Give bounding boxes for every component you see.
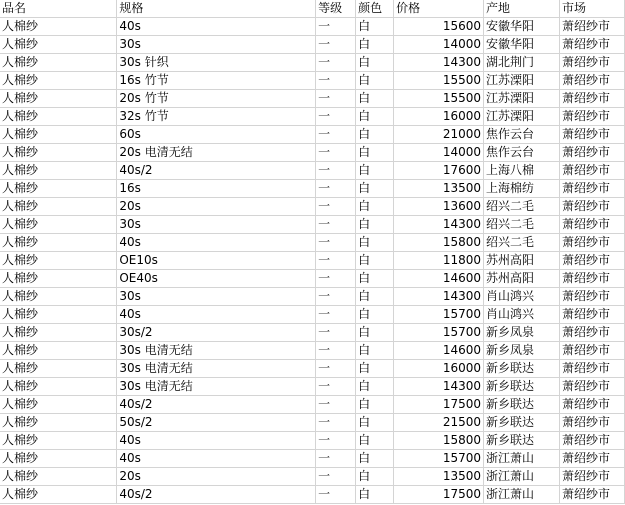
table-row [0,216,625,234]
cell-origin[interactable]: 苏州高阳 [484,252,560,270]
cell-name[interactable]: 人棉纱 [0,36,117,54]
cell-origin[interactable]: 浙江萧山 [484,450,560,468]
cell-name[interactable]: 人棉纱 [0,252,117,270]
table-row [0,180,625,198]
table-row [0,414,625,432]
header-grade[interactable]: 等级 [316,0,356,18]
cell-spec[interactable]: 40s/2 [117,396,316,414]
cell-color[interactable]: 白 [356,378,394,396]
cell-grade[interactable]: 一 [316,486,356,504]
cell-spec[interactable]: 20s 竹节 [117,90,316,108]
cell-grade[interactable]: 一 [316,216,356,234]
cell-origin[interactable]: 绍兴二毛 [484,216,560,234]
cell-grade[interactable]: 一 [316,234,356,252]
table-row [0,270,625,288]
cell-name[interactable]: 人棉纱 [0,90,117,108]
cell-origin[interactable]: 江苏溧阳 [484,108,560,126]
header-origin[interactable]: 产地 [484,0,560,18]
cell-spec[interactable]: 40s [117,432,316,450]
cell-spec[interactable]: 30s 电清无结 [117,342,316,360]
cell-color[interactable]: 白 [356,432,394,450]
cell-origin[interactable]: 浙江萧山 [484,468,560,486]
table-row [0,486,625,504]
cell-origin[interactable]: 新乡联达 [484,360,560,378]
table-row [0,126,625,144]
cell-price[interactable]: 15800 [394,432,484,450]
cell-color[interactable]: 白 [356,288,394,306]
cell-market[interactable]: 萧绍纱市 [559,360,624,378]
cell-grade[interactable]: 一 [316,306,356,324]
cell-market[interactable]: 萧绍纱市 [559,324,624,342]
table-row [0,360,625,378]
table-row [0,306,625,324]
cell-color[interactable]: 白 [356,342,394,360]
header-spec[interactable]: 规格 [117,0,316,18]
cell-price[interactable]: 15500 [394,72,484,90]
table-row [0,198,625,216]
cell-grade[interactable]: 一 [316,144,356,162]
cell-spec[interactable]: 40s [117,450,316,468]
cell-market[interactable]: 萧绍纱市 [559,414,624,432]
cell-grade[interactable]: 一 [316,324,356,342]
cell-color[interactable]: 白 [356,90,394,108]
table-row [0,288,625,306]
header-price[interactable]: 价格 [394,0,484,18]
cell-name[interactable]: 人棉纱 [0,432,117,450]
cell-name[interactable]: 人棉纱 [0,306,117,324]
cell-price[interactable]: 11800 [394,252,484,270]
cell-market[interactable]: 萧绍纱市 [559,378,624,396]
cell-spec[interactable]: 40s/2 [117,486,316,504]
cell-origin[interactable]: 焦作云台 [484,144,560,162]
cell-grade[interactable]: 一 [316,180,356,198]
cell-market[interactable]: 萧绍纱市 [559,216,624,234]
header-color[interactable]: 颜色 [356,0,394,18]
cell-origin[interactable]: 浙江萧山 [484,486,560,504]
cell-market[interactable]: 萧绍纱市 [559,180,624,198]
cell-grade[interactable]: 一 [316,126,356,144]
cell-color[interactable]: 白 [356,72,394,90]
cell-grade[interactable]: 一 [316,36,356,54]
cell-origin[interactable]: 肖山鸿兴 [484,288,560,306]
cell-color[interactable]: 白 [356,396,394,414]
cell-name[interactable]: 人棉纱 [0,180,117,198]
cell-color[interactable]: 白 [356,360,394,378]
cell-price[interactable]: 15500 [394,90,484,108]
cell-name[interactable]: 人棉纱 [0,486,117,504]
cell-spec[interactable]: 40s [117,234,316,252]
table-row [0,342,625,360]
table-row [0,18,625,36]
cell-spec[interactable]: 32s 竹节 [117,108,316,126]
cell-spec[interactable]: 40s [117,306,316,324]
cell-color[interactable]: 白 [356,252,394,270]
cell-name[interactable]: 人棉纱 [0,342,117,360]
cell-price[interactable]: 17600 [394,162,484,180]
header-name[interactable]: 品名 [0,0,117,18]
cell-spec[interactable]: 30s [117,216,316,234]
cell-origin[interactable]: 新乡联达 [484,396,560,414]
cell-name[interactable]: 人棉纱 [0,162,117,180]
cell-color[interactable]: 白 [356,180,394,198]
table-row [0,324,625,342]
cell-origin[interactable]: 肖山鸿兴 [484,306,560,324]
table-row [0,252,625,270]
cell-market[interactable]: 萧绍纱市 [559,234,624,252]
cell-price[interactable]: 15700 [394,306,484,324]
cell-name[interactable]: 人棉纱 [0,234,117,252]
cell-color[interactable]: 白 [356,414,394,432]
cell-market[interactable]: 萧绍纱市 [559,486,624,504]
cell-name[interactable]: 人棉纱 [0,396,117,414]
cell-color[interactable]: 白 [356,144,394,162]
cell-spec[interactable]: 40s/2 [117,162,316,180]
cell-color[interactable]: 白 [356,162,394,180]
cell-color[interactable]: 白 [356,270,394,288]
cell-price[interactable]: 14300 [394,216,484,234]
cell-name[interactable]: 人棉纱 [0,450,117,468]
cell-color[interactable]: 白 [356,198,394,216]
cell-name[interactable]: 人棉纱 [0,72,117,90]
cell-color[interactable]: 白 [356,306,394,324]
cell-name[interactable]: 人棉纱 [0,18,117,36]
cell-price[interactable]: 14300 [394,378,484,396]
cell-name[interactable]: 人棉纱 [0,198,117,216]
cell-origin[interactable]: 绍兴二毛 [484,198,560,216]
cell-origin[interactable]: 湖北荆门 [484,54,560,72]
cell-market[interactable]: 萧绍纱市 [559,18,624,36]
cell-name[interactable]: 人棉纱 [0,216,117,234]
cell-price[interactable]: 17500 [394,396,484,414]
cell-price[interactable]: 15600 [394,18,484,36]
cell-price[interactable]: 14300 [394,288,484,306]
table-row [0,234,625,252]
cell-origin[interactable]: 江苏溧阳 [484,72,560,90]
cell-grade[interactable]: 一 [316,288,356,306]
cell-grade[interactable]: 一 [316,468,356,486]
cell-market[interactable]: 萧绍纱市 [559,288,624,306]
cell-spec[interactable]: OE40s [117,270,316,288]
cell-color[interactable]: 白 [356,486,394,504]
cell-price[interactable]: 13500 [394,468,484,486]
cell-spec[interactable]: 30s 针织 [117,54,316,72]
cell-name[interactable]: 人棉纱 [0,324,117,342]
cell-name[interactable]: 人棉纱 [0,108,117,126]
cell-color[interactable]: 白 [356,234,394,252]
cell-market[interactable]: 萧绍纱市 [559,270,624,288]
table-row [0,450,625,468]
cell-market[interactable]: 萧绍纱市 [559,162,624,180]
cell-spec[interactable]: 20s [117,468,316,486]
cell-origin[interactable]: 江苏溧阳 [484,90,560,108]
cell-price[interactable]: 14600 [394,270,484,288]
cell-price[interactable]: 15800 [394,234,484,252]
cell-spec[interactable]: 16s [117,180,316,198]
table-row [0,36,625,54]
cell-price[interactable]: 14000 [394,144,484,162]
table-body [0,18,625,504]
cell-market[interactable]: 萧绍纱市 [559,432,624,450]
cell-color[interactable]: 白 [356,126,394,144]
cell-market[interactable]: 萧绍纱市 [559,306,624,324]
cell-market[interactable]: 萧绍纱市 [559,54,624,72]
cell-grade[interactable]: 一 [316,90,356,108]
cell-origin[interactable]: 上海棉纺 [484,180,560,198]
cell-name[interactable]: 人棉纱 [0,144,117,162]
cell-spec[interactable]: 30s 电清无结 [117,378,316,396]
cell-grade[interactable]: 一 [316,450,356,468]
cell-name[interactable]: 人棉纱 [0,288,117,306]
cell-color[interactable]: 白 [356,468,394,486]
cell-market[interactable]: 萧绍纱市 [559,126,624,144]
cell-color[interactable]: 白 [356,324,394,342]
table-row [0,396,625,414]
cell-market[interactable]: 萧绍纱市 [559,144,624,162]
cell-price[interactable]: 21500 [394,414,484,432]
cell-market[interactable]: 萧绍纱市 [559,252,624,270]
cell-price[interactable]: 14300 [394,54,484,72]
table-row [0,468,625,486]
cell-spec[interactable]: 30s 电清无结 [117,360,316,378]
table-row [0,162,625,180]
cell-price[interactable]: 13500 [394,180,484,198]
cell-color[interactable]: 白 [356,216,394,234]
cell-market[interactable]: 萧绍纱市 [559,342,624,360]
cell-origin[interactable]: 新乡联达 [484,378,560,396]
cell-grade[interactable]: 一 [316,252,356,270]
cell-price[interactable]: 21000 [394,126,484,144]
cell-spec[interactable]: 40s [117,18,316,36]
cell-grade[interactable]: 一 [316,396,356,414]
cell-spec[interactable]: 60s [117,126,316,144]
table-row [0,144,625,162]
cell-grade[interactable]: 一 [316,198,356,216]
cell-spec[interactable]: 20s [117,198,316,216]
cell-price[interactable]: 16000 [394,360,484,378]
cell-name[interactable]: 人棉纱 [0,54,117,72]
cell-grade[interactable]: 一 [316,360,356,378]
cell-name[interactable]: 人棉纱 [0,270,117,288]
cell-origin[interactable]: 新乡联达 [484,414,560,432]
cell-price[interactable]: 15700 [394,324,484,342]
cell-origin[interactable]: 新乡联达 [484,432,560,450]
cell-name[interactable]: 人棉纱 [0,126,117,144]
cell-grade[interactable]: 一 [316,414,356,432]
cell-price[interactable]: 17500 [394,486,484,504]
cell-price[interactable]: 14000 [394,36,484,54]
cell-grade[interactable]: 一 [316,378,356,396]
cell-name[interactable]: 人棉纱 [0,378,117,396]
cell-market[interactable]: 萧绍纱市 [559,198,624,216]
cell-name[interactable]: 人棉纱 [0,468,117,486]
cell-origin[interactable]: 新乡凤泉 [484,342,560,360]
cell-market[interactable]: 萧绍纱市 [559,108,624,126]
cell-spec[interactable]: 50s/2 [117,414,316,432]
table-row [0,90,625,108]
cell-grade[interactable]: 一 [316,162,356,180]
table-row [0,378,625,396]
cell-grade[interactable]: 一 [316,72,356,90]
cell-origin[interactable]: 苏州高阳 [484,270,560,288]
cell-grade[interactable]: 一 [316,108,356,126]
cell-price[interactable]: 14600 [394,342,484,360]
cell-spec[interactable]: 30s/2 [117,324,316,342]
cell-grade[interactable]: 一 [316,270,356,288]
cell-spec[interactable]: 30s [117,288,316,306]
cell-origin[interactable]: 焦作云台 [484,126,560,144]
cell-market[interactable]: 萧绍纱市 [559,468,624,486]
cell-market[interactable]: 萧绍纱市 [559,72,624,90]
cell-origin[interactable]: 上海八棉 [484,162,560,180]
cell-grade[interactable]: 一 [316,54,356,72]
table-row [0,108,625,126]
cell-price[interactable]: 16000 [394,108,484,126]
cell-origin[interactable]: 绍兴二毛 [484,234,560,252]
cell-name[interactable]: 人棉纱 [0,414,117,432]
cell-origin[interactable]: 新乡凤泉 [484,324,560,342]
cell-grade[interactable]: 一 [316,342,356,360]
cell-color[interactable]: 白 [356,36,394,54]
cell-market[interactable]: 萧绍纱市 [559,450,624,468]
header-row [0,0,625,18]
cell-grade[interactable]: 一 [316,18,356,36]
cell-color[interactable]: 白 [356,450,394,468]
cell-market[interactable]: 萧绍纱市 [559,396,624,414]
cell-color[interactable]: 白 [356,108,394,126]
cell-market[interactable]: 萧绍纱市 [559,36,624,54]
table-row [0,54,625,72]
cell-origin[interactable]: 安徽华阳 [484,18,560,36]
cell-origin[interactable]: 安徽华阳 [484,36,560,54]
cell-spec[interactable]: 30s [117,36,316,54]
header-market[interactable]: 市场 [559,0,624,18]
cell-market[interactable]: 萧绍纱市 [559,90,624,108]
table-row [0,72,625,90]
cell-price[interactable]: 15700 [394,450,484,468]
cell-price[interactable]: 13600 [394,198,484,216]
cell-color[interactable]: 白 [356,54,394,72]
cell-spec[interactable]: 16s 竹节 [117,72,316,90]
cell-grade[interactable]: 一 [316,432,356,450]
table-row [0,432,625,450]
cell-name[interactable]: 人棉纱 [0,360,117,378]
cell-spec[interactable]: 20s 电清无结 [117,144,316,162]
cell-color[interactable]: 白 [356,18,394,36]
cell-spec[interactable]: OE10s [117,252,316,270]
